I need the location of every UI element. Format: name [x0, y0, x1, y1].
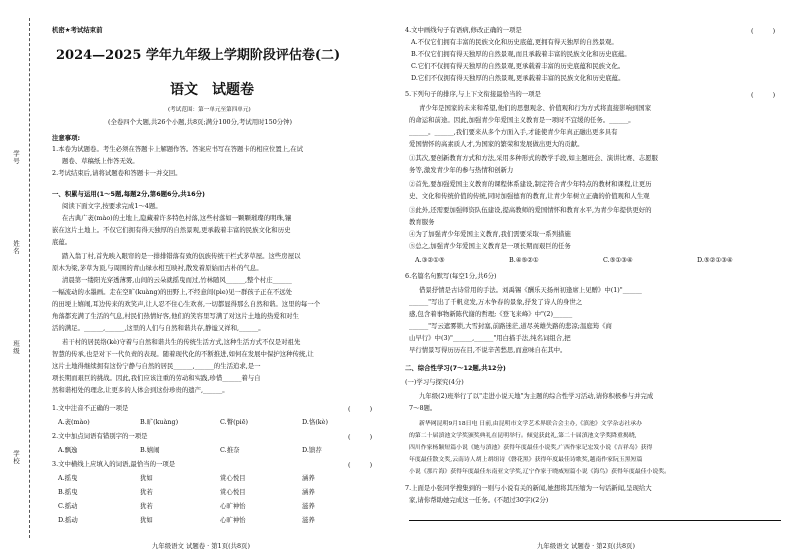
q2-option-a: A.飘逸 — [58, 446, 78, 454]
q2-option-c: C.推奈 — [220, 446, 240, 454]
passage-line: 一幅流动的水墨画。走在空旷(kuàng)的田野上,不经意间(pìe)见一群孩子正在不远处 — [52, 288, 293, 296]
q5-passage-line: 的命运和前途。因此,加强青少年爱国主义教育是一项时不宜缓的任务。______。 — [409, 116, 635, 124]
margin-label-name: 姓名 — [12, 240, 20, 255]
q5-item: ③此外,还需要加强师资队伍建设,提高教师的爱国情怀和教育水平,为青少年提供更好的 — [409, 206, 652, 214]
news-line: 四川作家杨颖短篇小说《她与滇池》获得年度最佳小说奖,广西作家记宏发小说《吉祥岛》获得 — [409, 445, 653, 451]
q3-cell: 犹若 — [140, 488, 153, 496]
q5-option-d: D.⑤②①③④ — [697, 256, 733, 264]
q3-cell: 赏心悦目 — [220, 488, 246, 496]
q5-item: ④为了加强青少年爱国主义教育,我们需要采取一系列措施 — [409, 230, 571, 238]
q5-passage-line: ______。______,我们要来从多个方面入手,才能使青少年真正融出更多具有 — [409, 128, 618, 136]
q7-line: 7.上面是小张同学搜集到的一则与小说有关的新闻,她想将其压缩为一句话新闻,呈现给大 — [405, 484, 652, 492]
answer-parens: ( ) — [348, 433, 373, 441]
q3-cell: 犹如 — [140, 516, 153, 524]
q4-stem: 4.文中画线句子有语病,修改正确的一项是 — [405, 26, 522, 34]
passage-line: 的田埂上嬉闹,耳边传来的欢笑声,让人忍不住心生欢喜,一切都显得那么自然和谐。这里的每一个 — [52, 300, 321, 308]
margin-label-class: 班级 — [12, 340, 20, 355]
q3-cell: 滋养 — [302, 502, 315, 510]
passage-line: 然和谐相处的理念,让更多的人体会到这份珍贵的遗产,______。 — [52, 386, 229, 394]
q5-item: ②首先,要加强爱国主义教育的课程体系建设,制定符合青少年特点的教材和课程,让更历 — [409, 180, 652, 188]
passage-line: 底蕴。 — [52, 238, 72, 246]
passage-line: 项长期而艰巨的挑战。因此,我们应该注重的劳动和实践,珍惜______着与自 — [52, 374, 261, 382]
answer-parens: ( ) — [751, 91, 776, 99]
q3-cell: B.摇曳 — [58, 488, 78, 496]
q2-option-d: D.馈荐 — [302, 446, 322, 454]
q1-option-d: D.恪(kè) — [302, 418, 328, 426]
passage-line: 原木为梁,茅草为顶,与周围的青山绿水相互映衬,散发着原始而古朴的气息。 — [52, 264, 263, 272]
passage-line: 踏入翁丁村,首先映入眼帘的是一排排错落有致的佤族传统干栏式茅草屋。这些房屋以 — [62, 252, 301, 260]
page-footer-right: 九年级语文 试题卷 · 第2页(共8页) — [537, 542, 635, 550]
exam-info: (全卷四个大题,共26个小题,共8页;满分100分,考试用时150分钟) — [108, 118, 293, 126]
passage-line: 在古典广袤(mào)的土地上,隐藏着许多特色村落,这些村落如一颗颗璀璨的明珠,镶 — [62, 214, 292, 222]
q6-stem: 6.名篇名句默写(每空1分,共6分) — [405, 272, 497, 280]
note-line: 2.考试结束后,请将试题卷和答题卡一并交回。 — [52, 169, 182, 177]
passage-line: 清晨第一缕阳光穿透薄雾,山间的云朵就摇曳而过,竹林随风______,整个村庄______ — [62, 276, 292, 284]
q2-stem: 2.文中加点词语有错别字的一项是 — [52, 432, 148, 440]
news-line: 新华网昆明9月18日电 日前,由昆明市文学艺术界联合会主办,《滇池》文学杂志社承办 — [419, 421, 643, 427]
news-line: 年度最佳散文奖,云南诗人胡上胡组诗《磬花黑》获得年度最佳诗歌奖,越南作家阮玉黑短篇 — [409, 457, 643, 463]
q4-option-c: C.它们不仅拥有得天独厚的自然景观,更承载着丰富的历史底蕴和民族文化。 — [411, 62, 625, 70]
q6-line: 早行情景写得历历在目,不说辛苦愁思,而意味自在其中。 — [409, 346, 567, 354]
q4-option-b: B.不仅它们拥有得天独厚的自然景观,而且承载着丰富的民族文化和历史底蕴。 — [411, 50, 631, 58]
passage-line: 角落都充满了生活的气息,村民们热情好客,他们的笑容里写满了对这片土地的热爱和对生 — [52, 312, 299, 320]
q5-item: ⑤总之,加强青少年爱国主义教育是一项长期而艰巨的任务 — [409, 242, 571, 250]
note-line: 题卷、草稿纸上作答无效。 — [62, 157, 139, 165]
exam-scope: (考试范围：第一单元至第四单元) — [168, 107, 251, 113]
activity-line: 7～8题。 — [409, 404, 437, 412]
answer-parens: ( ) — [348, 405, 373, 413]
q4-option-d: D.它们不仅拥有得天独厚的自然景观,更承载着丰富的民族文化和历史底蕴。 — [411, 74, 625, 82]
q2-option-b: B.嬉闹 — [140, 446, 160, 454]
binding-line — [29, 18, 30, 538]
confidential-badge: 机密★考试结束前 — [52, 26, 103, 34]
passage-line: 嵌在这片土地上。不仅它们拥有得天独厚的自然景观,更承载着丰富的民族文化和历史 — [52, 226, 291, 234]
q3-cell: 滋养 — [302, 516, 315, 524]
q1-option-c: C.瞥(piē) — [220, 418, 248, 426]
passage-line: 活的满足。______,______,这里的人们与自然和谐共存,静谧又祥和,______。 — [52, 324, 265, 332]
q5-item: ①其次,要创新教育方式和方法,采用多种形式的教学手段,如主题班会、演讲比赛、志愿服 — [409, 154, 658, 162]
q6-line: ______"写出了千帆竞发,万木争春的景象,抒发了诗人的身世之 — [409, 298, 583, 306]
q6-line: 借景抒情是古诗常用的手法。刘禹锡《酬乐天扬州初逢席上见赠》中(1)"______ — [419, 286, 642, 294]
margin-label-student-id: 学号 — [12, 150, 20, 165]
q3-stem: 3.文中横线上应填入的词语,最恰当的一项是 — [52, 460, 176, 468]
q6-line: 感,包含着事物新陈代谢的哲理;《登飞来峰》中"(2)______ — [409, 310, 573, 318]
q5-item: 史、文化和传统价值的传统,同时加强德育的教育,让青少年树立正确的价值观和人生观 — [409, 192, 650, 200]
answer-line[interactable] — [409, 520, 781, 521]
q6-line: 山早行》中(3)"______,______"用白描手法,纯名词组合,把 — [409, 334, 571, 342]
q1-option-a: A.袤(mào) — [58, 418, 90, 426]
q3-cell: A.摇曳 — [58, 474, 78, 482]
q5-item: 教育服务 — [409, 218, 435, 226]
activity-line: 九年级(2)班举行了以"走进小说天地"为主题的综合性学习活动,请你积极参与并完成 — [419, 392, 654, 400]
q3-cell: 心旷神怡 — [220, 502, 246, 510]
q3-cell: 涵养 — [302, 488, 315, 496]
binding-margin — [0, 0, 42, 558]
q4-option-a: A.不仅它们拥有丰富的民族文化和历史底蕴,更拥有得天独厚的自然景观。 — [411, 38, 618, 46]
passage-line: 这片土地得继续拥有这份宁静与自然的居民______,______的生活追求,是一 — [52, 362, 261, 370]
q3-cell: C.摇动 — [58, 502, 78, 510]
q7-line: 家,请你帮助她完成这一任务。(不超过30字)(2分) — [409, 496, 549, 504]
q5-option-a: A.③②①⑤ — [415, 256, 445, 264]
page-right — [397, 0, 794, 558]
passage-line: 智慧的传承,也是对下一代负责的表现。随着现代化的不断推进,如何在发展中保护这种传统,让 — [52, 350, 314, 358]
note-line: 1.本卷为试题卷。考生必须在答题卡上解题作答。答案应书写在答题卡的相应位置上,在试 — [52, 145, 303, 153]
q3-cell: 涵养 — [302, 474, 315, 482]
q3-cell: 犹如 — [140, 474, 153, 482]
q5-option-c: C.⑤①③④ — [603, 256, 633, 264]
q1-stem: 1.文中注音不正确的一项是 — [52, 404, 129, 412]
subsection-title: (一)学习与探究(4分) — [405, 378, 464, 386]
q5-option-b: B.④⑤②① — [509, 256, 539, 264]
section2-title: 二、综合性学习(7～12题,共12分) — [405, 364, 506, 372]
q5-item: 务等,激发青少年的参与热情和创新力 — [409, 166, 514, 174]
q5-stem: 5.下列句子的排序,与上下文衔接最恰当的一项是 — [405, 90, 541, 98]
margin-label-school: 学校 — [12, 450, 20, 465]
passage-line: 若干村的居民络(kè)守着与自然和谐共生的传统生活方式,这种生活方式不仅是对祖先 — [62, 338, 301, 346]
q6-line: ______"写云遮雾锁,大雪封塞,前路迷茫,道尽英雄失路的悲凉;温庭筠《商 — [409, 322, 612, 330]
news-line: 小说《那片海》获得年度最佳东南亚文学奖,辽宁作家于晓威短篇小说《海鸟》获得年度最佳小说奖。 — [409, 469, 671, 475]
q3-cell: 心旷神怡 — [220, 516, 246, 524]
q5-passage-line: 青少年是国家的未来和希望,他们的思想观念、价值观和行为方式将直接影响到国家 — [419, 104, 652, 112]
answer-parens: ( ) — [348, 461, 373, 469]
q3-cell: 犹若 — [140, 502, 153, 510]
answer-parens: ( ) — [751, 27, 776, 35]
q3-cell: D.摇动 — [58, 516, 78, 524]
subject-title: 语文 试题卷 — [170, 82, 254, 98]
notes-title: 注意事项: — [52, 134, 81, 142]
page-footer-left: 九年级语文 试题卷 · 第1页(共8页) — [152, 542, 250, 550]
q3-cell: 赏心悦目 — [220, 474, 246, 482]
q1-option-b: B.旷(kuàng) — [140, 418, 179, 426]
q5-passage-line: 爱国情怀的高素质人才,为国家的繁荣和发展做出更大的贡献。 — [409, 140, 584, 148]
exam-title: 2024—2025 学年九年级上学期阶段评估卷(二) — [56, 48, 341, 63]
section1-title: 一、积累与运用(1～5题,每题2分,第6题6分,共16分) — [52, 190, 205, 198]
news-line: 的第二十届滇池文学奖颁奖典礼在昆明举行。倾觉获此礼,第二十届滇池文学奖降重揭晓, — [409, 433, 637, 439]
reading-instruction: 阅读下面文字,按要求完成1～4题。 — [62, 202, 162, 210]
